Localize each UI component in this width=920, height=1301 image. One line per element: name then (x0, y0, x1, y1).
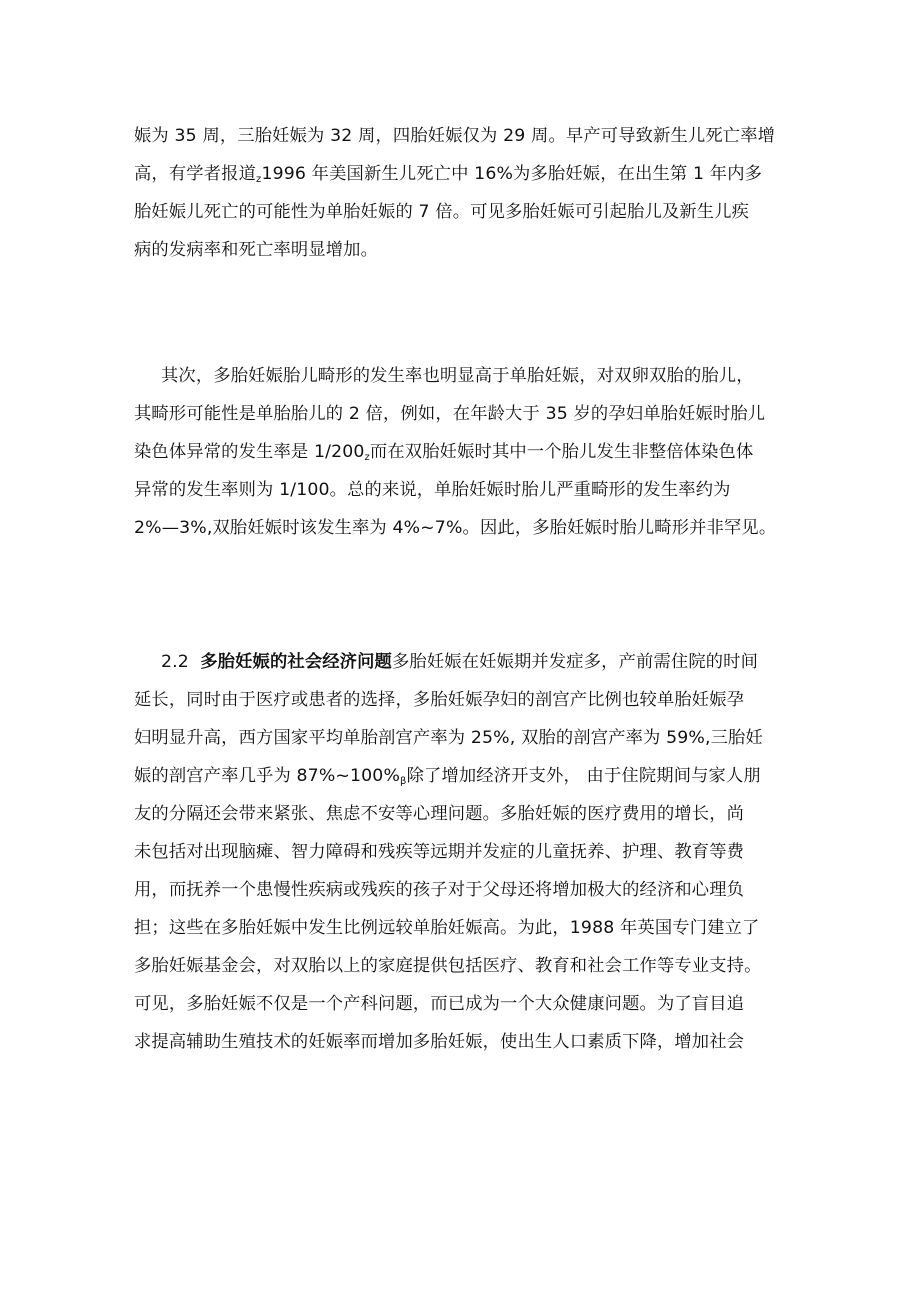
paragraph-3 (134, 643, 804, 1061)
text-line: 未包括对出现脑瘫、智力障碍和残疾等远期并发症的儿童抚养、护理、教育等费 (134, 842, 745, 862)
subscript-mark: z (256, 174, 262, 185)
text-line (134, 155, 804, 193)
text-line: 胎妊娠儿死亡的可能性为单胎妊娠的 7 倍。可见多胎妊娠可引起胎儿及新生儿疾 (134, 202, 750, 222)
text-segment: 多胎妊娠在妊娠期并发症多，产前需住院的时间 (391, 652, 759, 672)
text-line: 友的分隔还会带来紧张、焦虑不安等心理问题。多胎妊娠的医疗费用的增长，尚 (134, 804, 745, 824)
text-segment: 而在双胎妊娠时其中一个胎儿发生非整倍体染色体 (369, 442, 754, 462)
text-segment: 娠的剖宫产率几乎为 87%~100% (134, 766, 401, 786)
subscript-mark: β (400, 776, 407, 787)
text-segment: 染色体异常的发生率是 1/200 (134, 442, 365, 462)
text-line: 延长，同时由于医疗或患者的选择，多胎妊娠孕妇的剖宫产比例也较单胎妊娠孕 (134, 690, 745, 710)
text-line: 其次，多胎妊娠胎儿畸形的发生率也明显高于单胎妊娠，对双卵双胎的胎儿， (161, 366, 754, 386)
text-line (134, 643, 804, 681)
text-line (134, 757, 804, 795)
text-line: 2%—3%,双胎妊娠时该发生率为 4%~7%。因此，多胎妊娠时胎儿畸形并非罕见。 (134, 518, 777, 538)
text-segment: 高，有学者报道 (134, 164, 257, 184)
text-segment: 除了增加经济开支外， 由于住院期间与家人朋 (406, 766, 761, 786)
text-line: 担；这些在多胎妊娠中发生比例远较单胎妊娠高。为此，1988 年英国专门建立了 (134, 918, 760, 938)
text-line: 求提高辅助生殖技术的妊娠率而增加多胎妊娠，使出生人口素质下降，增加社会 (134, 1032, 745, 1052)
section-number: 2.2 (161, 652, 189, 672)
text-line: 异常的发生率则为 1/100。总的来说，单胎妊娠时胎儿严重畸形的发生率约为 (134, 480, 731, 500)
text-line: 病的发病率和死亡率明显增加。 (134, 240, 379, 260)
section-heading: 多胎妊娠的社会经济问题 (200, 652, 392, 672)
text-line: 多胎妊娠基金会，对双胎以上的家庭提供包括医疗、教育和社会工作等专业支持。 (134, 956, 762, 976)
text-line: 妇明显升高，西方国家平均单胎剖宫产率为 25%, 双胎的剖宫产率为 59%,三胎妊 (134, 728, 763, 748)
paragraph-2 (134, 357, 804, 547)
subscript-mark: z (364, 452, 370, 463)
paragraph-1 (134, 117, 804, 269)
text-line: 可见，多胎妊娠不仅是一个产科问题，而已成为一个大众健康问题。为了盲目追 (134, 994, 745, 1014)
text-line: 娠为 35 周，三胎妊娠为 32 周，四胎妊娠仅为 29 周。早产可导致新生儿死亡率增 (134, 126, 776, 146)
text-line: 其畸形可能性是单胎胎儿的 2 倍，例如，在年龄大于 35 岁的孕妇单胎妊娠时胎儿 (134, 404, 766, 424)
text-segment: 1996 年美国新生儿死亡中 16%为多胎妊娠，在出生第 1 年内多 (261, 164, 763, 184)
text-line: 用，而抚养一个患慢性疾病或残疾的孩子对于父母还将增加极大的经济和心理负 (134, 880, 745, 900)
text-line (134, 433, 804, 471)
